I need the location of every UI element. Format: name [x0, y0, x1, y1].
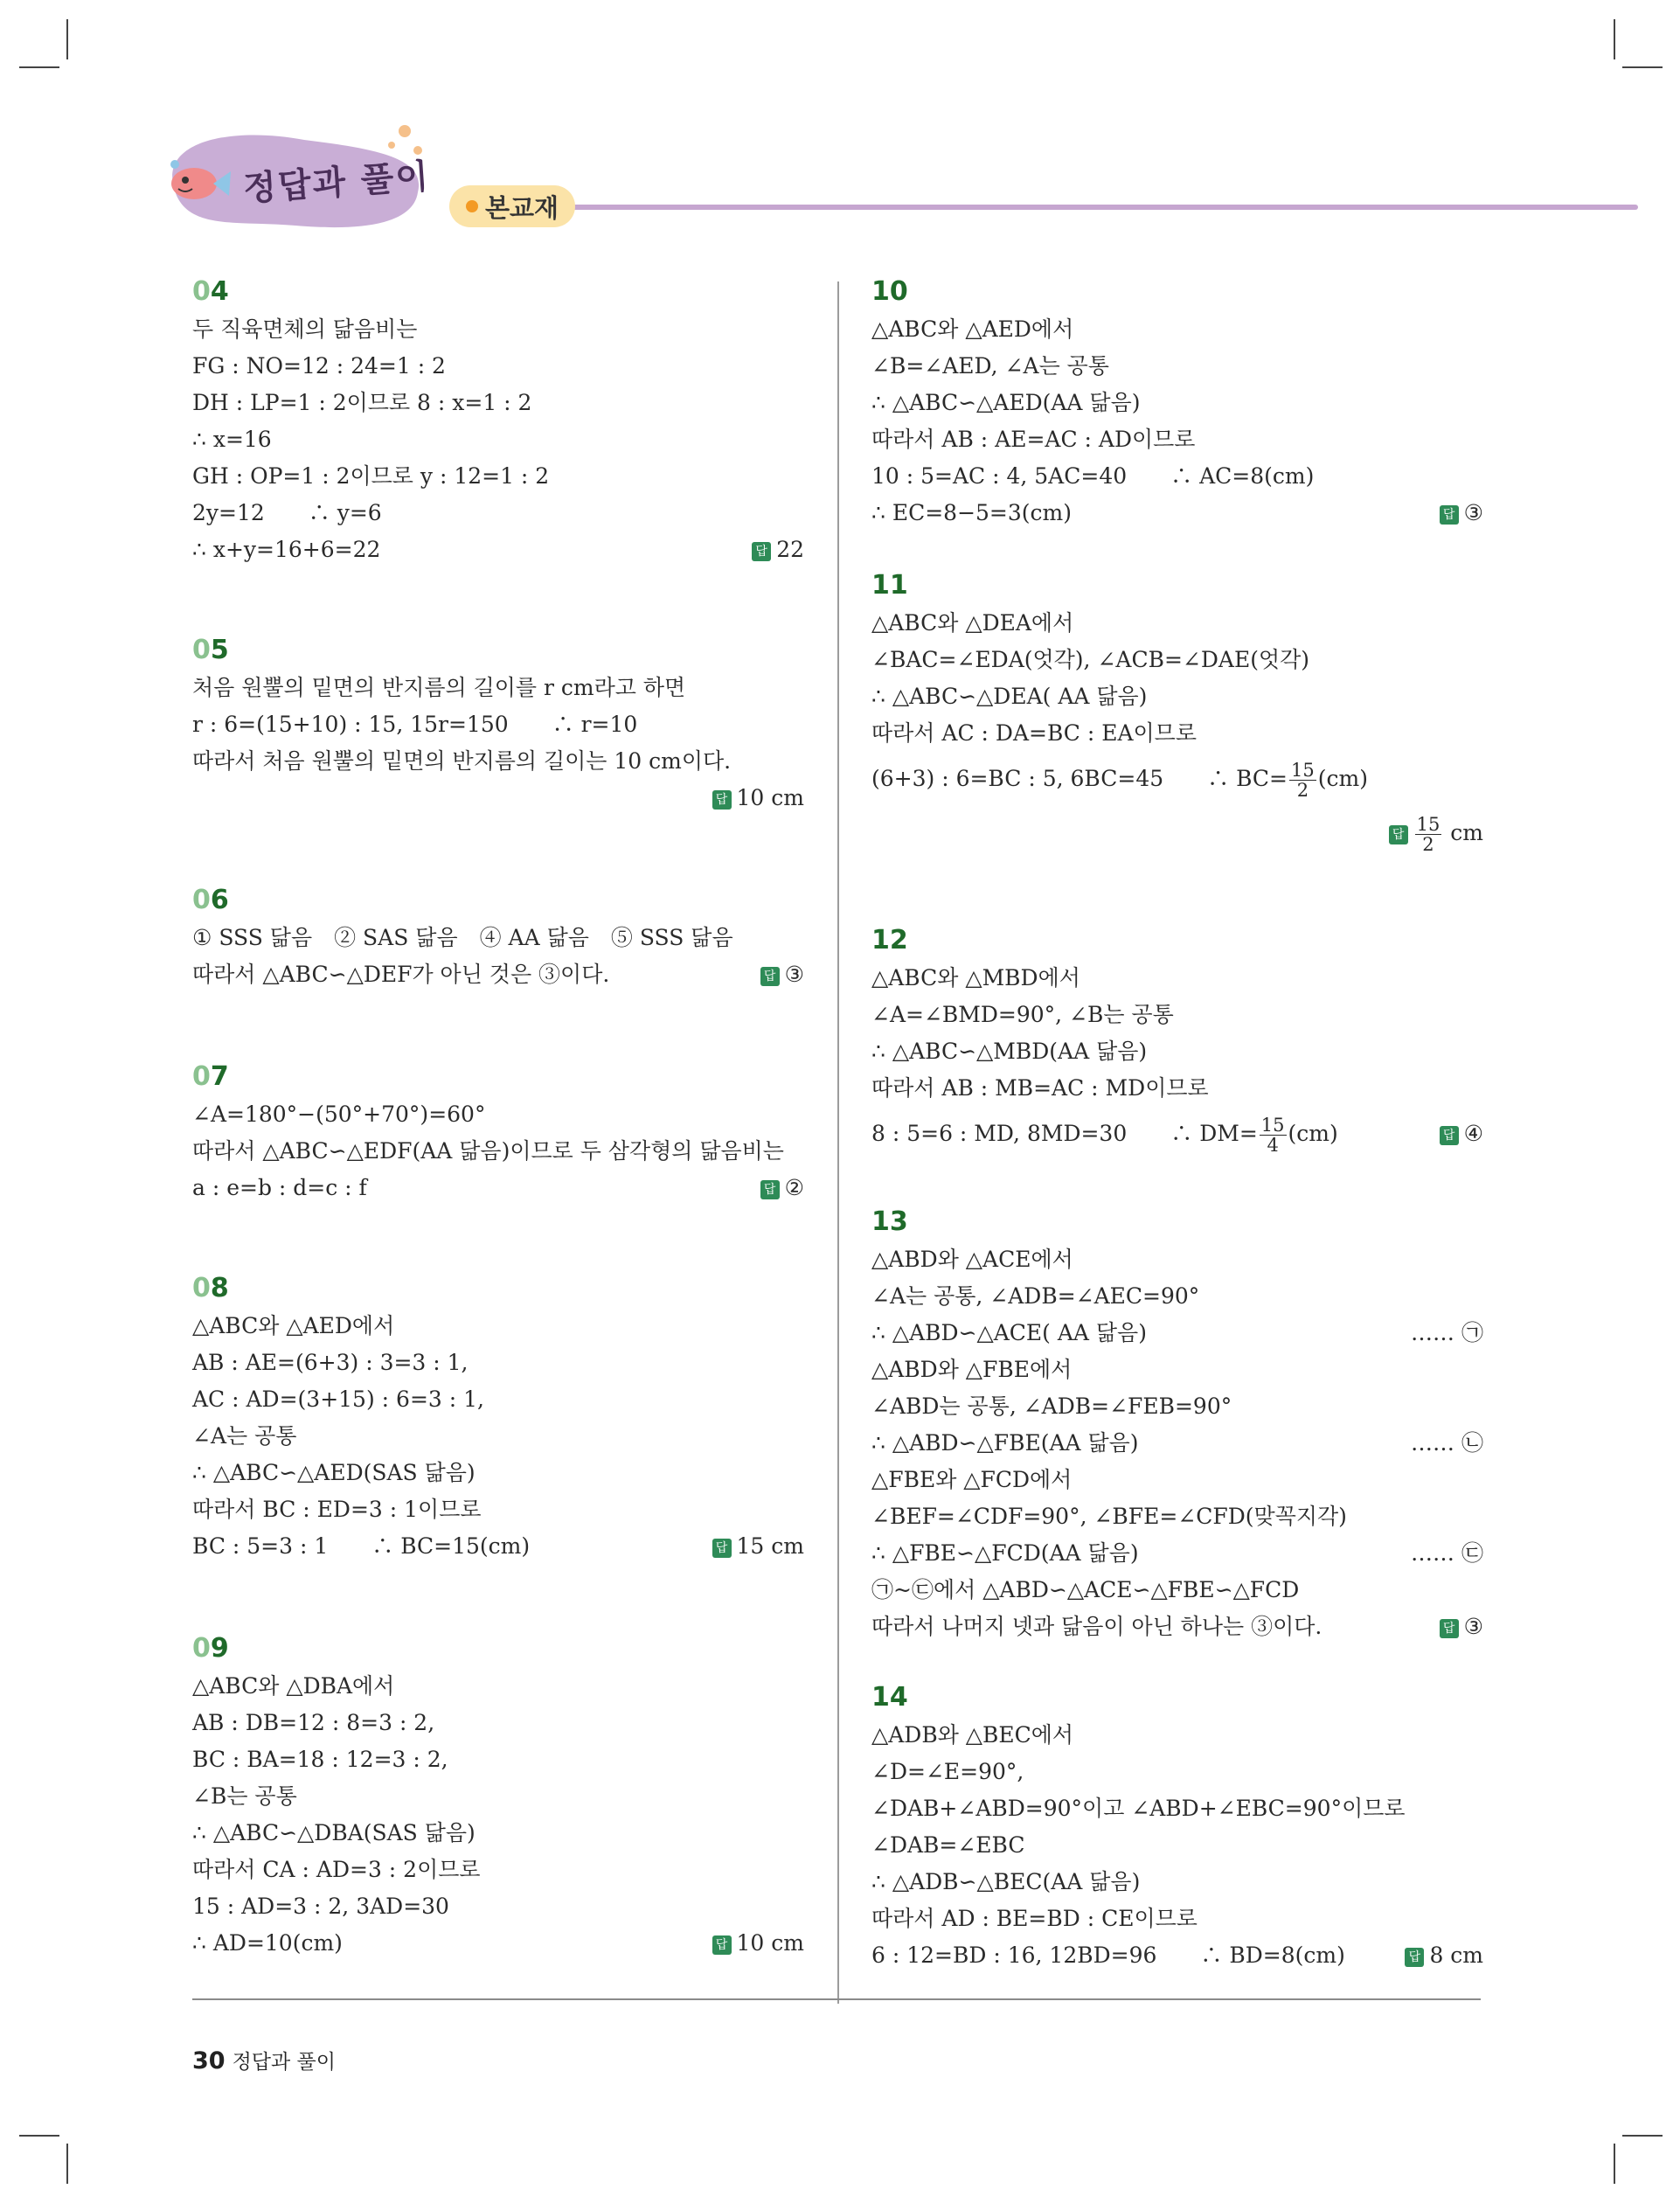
- solution-line: ㉠~㉢에서 △ABD∽△ACE∽△FBE∽△FCD: [871, 1577, 1300, 1602]
- solution-line: ∴ △FBE∽△FCD(AA 닮음) …… ㉢: [871, 1535, 1483, 1572]
- solution-line: ∠B=∠AED, ∠A는 공통: [871, 353, 1109, 379]
- solution-line: a : e=b : d=c : f 답 ②: [192, 1170, 804, 1206]
- problem-number: 08: [192, 1273, 229, 1303]
- solution-line: △FBE와 △FCD에서: [871, 1467, 1073, 1492]
- answer-mark-icon: 답: [1440, 1126, 1459, 1145]
- solution-line: DH : LP=1 : 2이므로 8 : x=1 : 2: [192, 390, 532, 415]
- fraction: $\frac{15}{4}$: [1260, 1115, 1285, 1156]
- answer: 답 10 cm: [712, 1925, 804, 1962]
- page-footer: [192, 2046, 336, 2074]
- solution-line: ∠A=180°−(50°+70°)=60°: [192, 1102, 486, 1127]
- problem-06: [192, 881, 804, 993]
- solution-line: ∠DAB+∠ABD=90°이고 ∠ABD+∠EBC=90°이므로: [871, 1796, 1406, 1821]
- problem-number: 10: [871, 276, 908, 307]
- fraction: $\frac{15}{2}$: [1416, 814, 1440, 855]
- header-title: 정답과 풀이: [241, 156, 432, 210]
- solution-line: 10 : 5=AC : 4, 5AC=40 ∴ AC=8(cm): [871, 463, 1315, 489]
- problem-14: [871, 1678, 1483, 1974]
- solution-line: 8 : 5=6 : MD, 8MD=30 ∴ DM= $\frac{15}{4}$ (cm) 답 ④: [871, 1107, 1483, 1161]
- solution-line: FG : NO=12 : 24=1 : 2: [192, 353, 446, 379]
- solution-line: ∠A=∠BMD=90°, ∠B는 공통: [871, 1002, 1174, 1027]
- answer-mark-icon: 답: [1440, 1619, 1459, 1638]
- solution-line: AB : AE=(6+3) : 3=3 : 1,: [192, 1350, 469, 1375]
- answer-mark-icon: 답: [760, 967, 780, 986]
- answer-mark-icon: 답: [1405, 1948, 1424, 1967]
- answer-mark-icon: 답: [712, 1539, 732, 1558]
- solution-line: [192, 780, 804, 817]
- solution-line: BC : 5=3 : 1 ∴ BC=15(cm) 답 15 cm: [192, 1528, 804, 1565]
- solution-line: (6+3) : 6=BC : 5, 6BC=45 ∴ BC= $\frac{15}{2}$ (cm): [871, 760, 1368, 801]
- solution-line: 두 직육면체의 닮음비는: [192, 316, 418, 342]
- solution-line: △ABD와 △FBE에서: [871, 1357, 1073, 1382]
- solution-line: 따라서 AB : AE=AC : AD이므로: [871, 427, 1196, 452]
- header-rule: [524, 205, 1638, 210]
- solution-line: GH : OP=1 : 2이므로 y : 12=1 : 2: [192, 463, 550, 489]
- solution-line: △ADB와 △BEC에서: [871, 1722, 1074, 1748]
- problem-07: [192, 1058, 804, 1206]
- crop-mark: [66, 19, 68, 59]
- solution-line: 따라서 △ABC∽△EDF(AA 닮음)이므로 두 삼각형의 닮음비는: [192, 1138, 784, 1164]
- problem-11: [871, 566, 1483, 860]
- answer-mark-icon: 답: [712, 790, 732, 810]
- equation-tag: …… ㉠: [1411, 1320, 1483, 1345]
- problem-number: 11: [871, 570, 908, 601]
- solution-line: 따라서 BC : ED=3 : 1이므로: [192, 1497, 482, 1522]
- fraction: $\frac{15}{2}$: [1291, 760, 1315, 801]
- solution-line: ∴ x=16: [192, 427, 272, 452]
- solution-line: ∴ △ABC∽△AED(AA 닮음): [871, 390, 1141, 415]
- solution-line: ∴ △ABC∽△DEA( AA 닮음): [871, 684, 1148, 709]
- problem-09: [192, 1630, 804, 1962]
- dot-icon: [466, 200, 478, 212]
- solution-line: r : 6=(15+10) : 15, 15r=150 ∴ r=10: [192, 712, 638, 737]
- solution-line: △ABC와 △AED에서: [871, 316, 1074, 342]
- answer-mark-icon: 답: [1440, 505, 1459, 525]
- answer: 답 22: [752, 532, 804, 568]
- answer-mark-icon: 답: [752, 542, 771, 561]
- crop-mark: [66, 2144, 68, 2184]
- solution-line: 따라서 나머지 넷과 닮음이 아닌 하나는 ③이다. 답 ③: [871, 1609, 1483, 1645]
- solution-line: 따라서 CA : AD=3 : 2이므로: [192, 1857, 481, 1882]
- problem-08: [192, 1269, 804, 1565]
- column-divider: [837, 281, 839, 2004]
- solution-line: ∴ AD=10(cm) 답 10 cm: [192, 1925, 804, 1962]
- solution-line: AC : AD=(3+15) : 6=3 : 1,: [192, 1386, 484, 1412]
- solution-line: ∴ x+y=16+6=22 답 22: [192, 532, 804, 568]
- problem-13: [871, 1203, 1483, 1645]
- solution-line: ∠D=∠E=90°,: [871, 1759, 1024, 1784]
- answer: 답 ③: [1440, 495, 1483, 532]
- bottom-rule: [192, 1998, 1481, 2000]
- answer: 답 ②: [760, 1170, 804, 1206]
- crop-mark: [1622, 66, 1663, 68]
- crop-mark: [1614, 19, 1615, 59]
- solution-line: ∠BEF=∠CDF=90°, ∠BFE=∠CFD(맞꼭지각): [871, 1504, 1347, 1529]
- answer-mark-icon: 답: [760, 1180, 780, 1199]
- answer: 답 ③: [1440, 1609, 1483, 1645]
- answer: 답 10 cm: [712, 780, 804, 817]
- problem-04: [192, 273, 804, 568]
- solution-line: ∴ △ABC∽△AED(SAS 닮음): [192, 1460, 476, 1485]
- answer-mark-icon: 답: [1389, 825, 1408, 844]
- crop-mark: [19, 2135, 59, 2137]
- solution-line: 따라서 △ABC∽△DEF가 아닌 것은 ③이다. 답 ③: [192, 956, 804, 993]
- solution-line: ∠A는 공통, ∠ADB=∠AEC=90°: [871, 1283, 1200, 1309]
- answer: 답 ③: [760, 956, 804, 993]
- answer-mark-icon: 답: [712, 1935, 732, 1955]
- crop-mark: [1622, 2135, 1663, 2137]
- problem-number: 06: [192, 885, 229, 915]
- problem-number: 05: [192, 635, 229, 665]
- solution-line: △ABC와 △DEA에서: [871, 610, 1074, 636]
- solution-line: ∴ △ABC∽△DBA(SAS 닮음): [192, 1820, 476, 1845]
- problem-number: 09: [192, 1633, 229, 1664]
- solution-line: ∴ △ADB∽△BEC(AA 닮음): [871, 1869, 1141, 1894]
- problem-10: [871, 273, 1483, 532]
- solution-line: 6 : 12=BD : 16, 12BD=96 ∴ BD=8(cm) 답 8 cm: [871, 1937, 1483, 1974]
- answer: 답 15 cm: [712, 1528, 804, 1565]
- equation-tag: …… ㉡: [1411, 1430, 1483, 1456]
- solution-line: △ABD와 △ACE에서: [871, 1247, 1073, 1272]
- solution-line: ∴ EC=8−5=3(cm) 답 ③: [871, 495, 1483, 532]
- crop-mark: [19, 66, 59, 68]
- answer: 답 8 cm: [1405, 1937, 1483, 1974]
- solution-line: ∠B는 공통: [192, 1783, 297, 1809]
- solution-line: 따라서 AD : BE=BD : CE이므로: [871, 1906, 1198, 1931]
- solution-line: 처음 원뿔의 밑면의 반지름의 길이를 r cm라고 하면: [192, 675, 686, 700]
- equation-tag: …… ㉢: [1411, 1540, 1483, 1566]
- page-number: 30: [192, 2047, 226, 2074]
- solution-line: AB : DB=12 : 8=3 : 2,: [192, 1710, 435, 1735]
- answer: 답 ④: [1440, 1107, 1483, 1161]
- solution-line: ∴ △ABD∽△FBE(AA 닮음) …… ㉡: [871, 1425, 1483, 1462]
- header-tag: [449, 185, 575, 227]
- solution-line: △ABC와 △DBA에서: [192, 1673, 395, 1699]
- problem-number: 07: [192, 1061, 229, 1092]
- solution-line: BC : BA=18 : 12=3 : 2,: [192, 1747, 448, 1772]
- solution-line: 따라서 AC : DA=BC : EA이므로: [871, 720, 1197, 746]
- solution-line: △ABC와 △AED에서: [192, 1313, 395, 1338]
- solution-line: 15 : AD=3 : 2, 3AD=30: [192, 1894, 449, 1919]
- solution-line: ∠A는 공통: [192, 1423, 297, 1449]
- solution-line: 2y=12 ∴ y=6: [192, 500, 382, 525]
- solution-line: [871, 806, 1483, 860]
- problem-number: 12: [871, 925, 908, 956]
- problem-number: 04: [192, 276, 229, 307]
- solution-line: ∠DAB=∠EBC: [871, 1832, 1025, 1858]
- solution-line: ∠ABD는 공통, ∠ADB=∠FEB=90°: [871, 1393, 1232, 1419]
- fish-mascot-icon: [159, 149, 234, 219]
- problem-05: [192, 631, 804, 817]
- solution-line: ∴ △ABD∽△ACE( AA 닮음) …… ㉠: [871, 1315, 1483, 1352]
- solution-line: 따라서 처음 원뿔의 밑면의 반지름의 길이는 10 cm이다.: [192, 748, 732, 774]
- header-tag-label: 본교재: [484, 192, 559, 223]
- solution-line: ① SSS 닮음 ② SAS 닮음 ④ AA 닮음 ⑤ SSS 닮음: [192, 925, 733, 950]
- crop-mark: [1614, 2144, 1615, 2184]
- solution-line: ∠BAC=∠EDA(엇각), ∠ACB=∠DAE(엇각): [871, 647, 1309, 672]
- solution-line: 따라서 AB : MB=AC : MD이므로: [871, 1075, 1209, 1101]
- problem-number: 13: [871, 1206, 908, 1237]
- problem-number: 14: [871, 1682, 908, 1713]
- solution-line: △ABC와 △MBD에서: [871, 965, 1080, 990]
- footer-label: 정답과 풀이: [232, 2051, 336, 2074]
- problem-12: [871, 921, 1483, 1161]
- answer: 답 $\frac{15}{2}$ cm: [1389, 806, 1483, 860]
- solution-line: ∴ △ABC∽△MBD(AA 닮음): [871, 1039, 1148, 1064]
